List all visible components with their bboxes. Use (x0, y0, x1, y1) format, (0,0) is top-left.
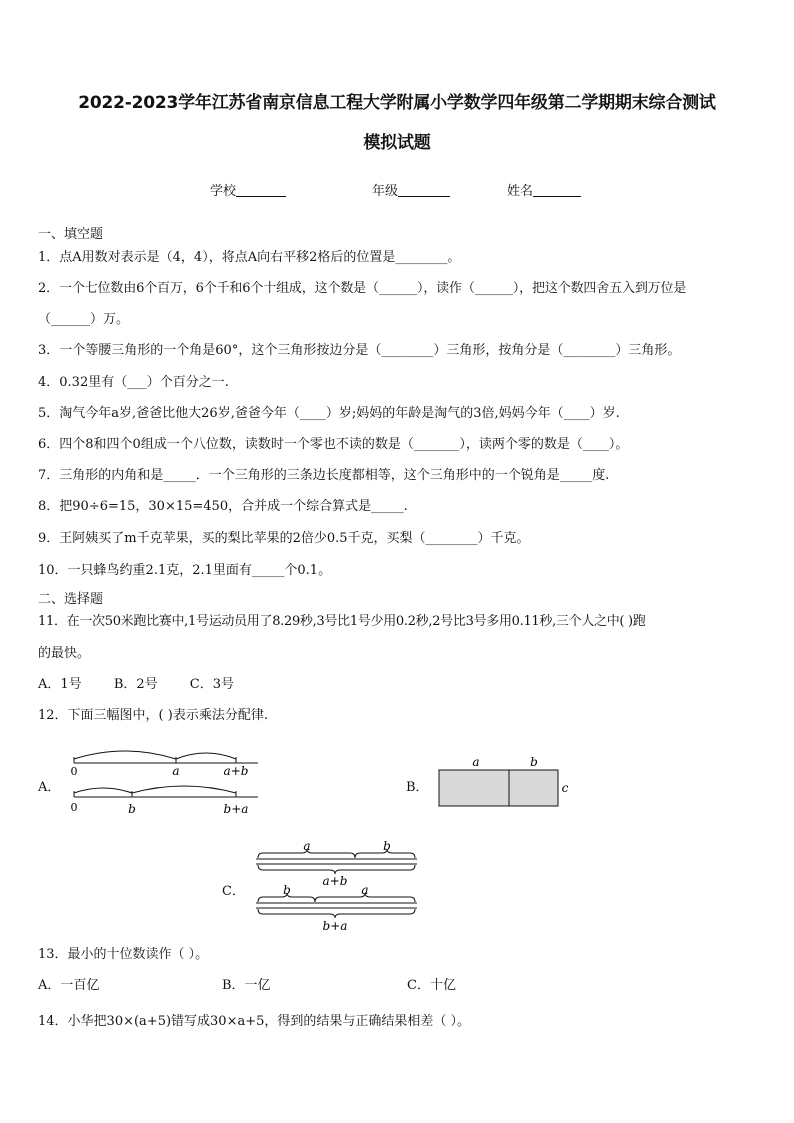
figure-a-bottom-label-0: 0 (70, 801, 78, 814)
figure-b-label-a: a (472, 755, 480, 769)
figure-a-top-label-0: 0 (70, 765, 78, 778)
figure-a-bottom-arc-2 (132, 786, 236, 793)
figure-a-top-label-ab: a+b (223, 764, 249, 778)
option-11-b[interactable]: B．2号 (113, 677, 158, 692)
option-12-c[interactable]: C． (222, 884, 245, 899)
figure-c-top-brace-a (258, 849, 355, 858)
figure-a-top-arc-2 (176, 753, 236, 759)
section-fill-in-heading: 一、填空题 (38, 227, 104, 242)
question-13: 13．最小的十位数读作（ ）。 (38, 947, 209, 962)
school-field[interactable] (210, 180, 286, 199)
figure-b-rect-a (439, 770, 509, 806)
grade-blank[interactable] (398, 183, 450, 197)
question-3: 3．一个等腰三角形的一个角是60°，这个三角形按边分是（________）三角形，按角分是（________）三角形。 (38, 343, 681, 358)
figure-b-rectangle (430, 752, 580, 812)
question-5: 5．淘气今年a岁,爸爸比他大26岁,爸爸今年（____）岁;妈妈的年龄是淘气的3倍,妈妈今年（____）岁. (38, 406, 620, 421)
figure-c-top-label-a: a (303, 839, 311, 853)
grade-field[interactable] (372, 180, 450, 199)
question-11-line2: 的最快。 (38, 646, 91, 661)
question-12: 12．下面三幅图中，( )表示乘法分配律. (38, 708, 268, 723)
question-7: 7．三角形的内角和是_____．一个三角形的三条边长度都相等，这个三角形中的一个锐角是_____度. (38, 468, 610, 483)
figure-b-label-b: b (530, 755, 538, 769)
exam-title-line2: 模拟试题 (363, 133, 431, 153)
figure-b-label-c: c (561, 781, 569, 795)
name-label: 姓名 (507, 184, 534, 199)
question-9: 9．王阿姨买了m千克苹果，买的梨比苹果的2倍少0.5千克，买梨（________）千克。 (38, 531, 530, 546)
exam-title-line1: 2022-2023学年江苏省南京信息工程大学附属小学数学四年级第二学期期末综合测试 (78, 93, 716, 113)
question-2-line2: （______）万。 (38, 312, 130, 327)
option-11-a[interactable]: A．1号 (38, 677, 82, 692)
question-1: 1．点A用数对表示是（4，4），将点A向右平移2格后的位置是________。 (38, 250, 461, 265)
question-2-line1: 2．一个七位数由6个百万，6个千和6个十组成，这个数是（______），读作（______），把这个数四舍五入到万位是 (38, 281, 687, 296)
question-11-line1: 11．在一次50米跑比赛中,1号运动员用了8.29秒,3号比1号少用0.2秒,2号比3号多用0.11秒,三个人之中( )跑 (38, 614, 646, 629)
option-13-b[interactable]: B．一亿 (222, 978, 271, 993)
option-12-b[interactable]: B． (406, 780, 429, 795)
figure-a-top-label-a: a (172, 764, 180, 778)
figure-c-bottom-brace-total (258, 909, 415, 918)
question-14: 14．小华把30×(a+5)错写成30×a+5，得到的结果与正确结果相差（ ）。 (38, 1014, 471, 1029)
grade-label: 年级 (372, 184, 399, 199)
figure-a-top-arc-1 (74, 751, 176, 759)
figure-c-bottom-label-a: a (361, 883, 369, 897)
school-label: 学校 (210, 184, 237, 199)
figure-c-bottom-label-b: b (283, 883, 291, 897)
figure-c-bottom-label-total: b+a (322, 919, 348, 933)
figure-b-rect-b (509, 770, 558, 806)
section-choice-heading: 二、选择题 (38, 592, 104, 607)
option-11-c[interactable]: C．3号 (189, 677, 234, 692)
option-13-a[interactable]: A．一百亿 (38, 978, 100, 993)
figure-a-bottom-label-b: b (128, 802, 136, 816)
name-blank[interactable] (533, 183, 581, 197)
name-field[interactable] (507, 180, 581, 199)
question-6: 6．四个8和四个0组成一个八位数，读数时一个零也不读的数是（_______），读两个零的数是（____）。 (38, 437, 629, 452)
figure-c-top-label-total: a+b (322, 874, 348, 888)
figure-a-bottom-label-ba: b+a (223, 802, 249, 816)
figure-a-number-lines (60, 745, 270, 823)
school-blank[interactable] (236, 183, 286, 197)
figure-c-bottom-brace-a (315, 893, 415, 902)
question-11-options (38, 676, 762, 694)
figure-c-segments (250, 838, 425, 934)
question-8: 8．把90÷6=15，30×15=450，合并成一个综合算式是_____. (38, 499, 408, 514)
figure-c-bottom-brace-b (258, 893, 315, 902)
question-13-options (38, 977, 762, 995)
option-12-a[interactable]: A． (38, 780, 61, 795)
question-10: 10．一只蜂鸟约重2.1克，2.1里面有_____个0.1。 (38, 563, 332, 578)
figure-a-bottom-arc-1 (74, 788, 132, 793)
question-4: 4．0.32里有（___）个百分之一. (38, 375, 229, 390)
option-13-c[interactable]: C．十亿 (407, 978, 456, 993)
figure-c-top-brace-total (258, 865, 415, 874)
figure-c-top-label-b: b (383, 839, 391, 853)
